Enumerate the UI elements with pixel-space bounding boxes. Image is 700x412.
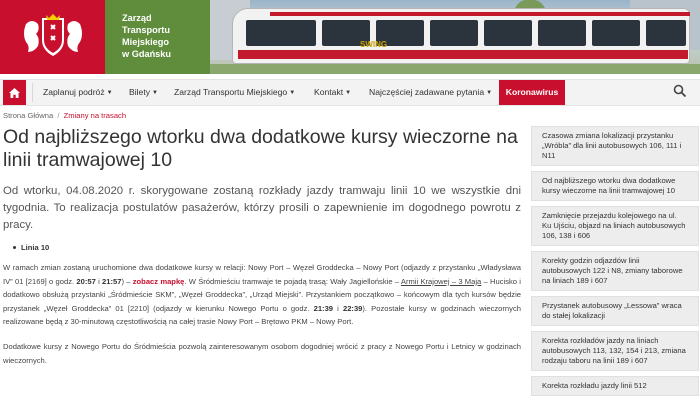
header-banner (0, 0, 700, 74)
map-link[interactable]: zobacz mapkę (132, 276, 185, 286)
bullet-label: Linia 10 (21, 243, 50, 252)
caret-down-icon: ▼ (486, 90, 493, 96)
sidebar-news-item[interactable]: Przystanek autobusowy „Lessowa” wraca do stałej lokalizacji (531, 296, 699, 326)
time-value: 20:57 (76, 276, 96, 286)
sidebar-news-item[interactable]: Zamknięcie przejazdu kolejowego na ul. Ku Ujściu, objazd na liniach autobusowych 106, 138 i 606 (531, 206, 699, 246)
nav-item-label: Zarząd Transportu Miejskiego (174, 87, 288, 97)
tram-logo-text: SWING (360, 40, 388, 49)
bullet-icon (13, 246, 16, 249)
nav-item-label: Zaplanuj podróż (43, 87, 105, 97)
sidebar-news-item[interactable]: Korekta rozkładów jazdy na liniach autobusowych 113, 132, 154 i 213, zmiana rodzaju taboru na linii 189 i 607 (531, 331, 699, 371)
site-title-line-3: Miejskiego (122, 37, 169, 47)
caret-down-icon: ▼ (152, 90, 158, 96)
sidebar-news-item[interactable]: Korekty godzin odjazdów linii autobusowych 122 i N8, zmiany taborowe na liniach 189 i 607 (531, 251, 699, 291)
nav-item-koronawirus[interactable]: Koronawirus (499, 80, 565, 105)
text-run: . W Śródmieściu tramwaje te pojadą trasą: Wały Jagiellońskie – (184, 276, 401, 286)
nav-item-label: Bilety (129, 87, 151, 97)
search-icon (673, 84, 687, 98)
breadcrumb-home[interactable]: Strona Główna (3, 111, 54, 120)
sidebar-news-item[interactable]: Korekta rozkładu jazdy linii 512 (531, 376, 699, 396)
breadcrumb (3, 111, 126, 120)
breadcrumb-separator: / (57, 111, 60, 120)
nav-item-label: Najczęściej zadawane pytania (369, 87, 485, 97)
text-run: W ramach zmian zostaną uruchomione dwa dodatkowe kursy w relacji: Nowy Port – Węzeł Groddecka – Nowy Port (odjazdy z przystanku „Władysława IV” 01 [2169] o godz. (3, 263, 521, 286)
list-item (13, 243, 521, 252)
text-run: i (95, 276, 103, 286)
caret-down-icon: ▼ (289, 90, 296, 96)
search-button[interactable] (673, 84, 689, 100)
nav-item-label: Kontakt (314, 87, 344, 97)
header-tram-photo (210, 0, 700, 74)
nav-item-ztm[interactable] (174, 80, 295, 105)
site-title[interactable] (105, 0, 210, 74)
time-value: 21:57 (102, 276, 122, 286)
breadcrumb-current[interactable]: Zmiany na trasach (63, 111, 127, 120)
nav-item-zaplanuj-podroz[interactable] (43, 80, 113, 105)
gdansk-crest-icon (18, 12, 88, 62)
nav-item-faq[interactable] (369, 80, 492, 105)
sidebar-news-item[interactable]: Od najbliższego wtorku dwa dodatkowe kursy wieczorne na linii tramwajowej 10 (531, 171, 699, 201)
site-title-line-2: Transportu (122, 25, 170, 35)
time-value: 22:39 (342, 303, 363, 313)
home-icon (9, 88, 20, 98)
caret-down-icon: ▼ (345, 90, 352, 96)
caret-down-icon: ▼ (106, 90, 113, 96)
article-paragraph-1 (3, 261, 521, 329)
text-run: – Hucisko i dodatkowo obsłużą przystanki „Śródmieście SKM”, „Węzeł Groddecka”, „Urząd Miejski”. Przystankiem początkowo – końcowym dla tych kursów będzie przystanek „Węzeł Groddecka” 01 [2210] (odjazdy w kierunku Nowego Portu o godz. (3, 276, 521, 313)
nav-item-kontakt[interactable] (314, 80, 351, 105)
page-title: Od najbliższego wtorku dwa dodatkowe kursy wieczorne na linii tramwajowej 10 (3, 126, 518, 171)
time-value: 21:39 (313, 303, 334, 313)
text-run: i (333, 303, 343, 313)
article-lead: Od wtorku, 04.08.2020 r. skorygowane zostaną rozkłady jazdy tramwaju linii 10 we wszystkie dni tygodnia. To realizacja postulatów pasażerów, którzy prosili o zapewnienie im dogodnego powrotu z pracy. (3, 185, 521, 231)
article-paragraph-2: Dodatkowe kursy z Nowego Portu do Śródmieścia pozwolą zainteresowanym osobom dogodniej wrócić z pracy z Nowego Portu i Letnicy w godzinach wieczornych. (3, 341, 521, 365)
related-news-sidebar (531, 126, 699, 401)
home-button[interactable] (3, 80, 26, 105)
nav-divider (32, 83, 33, 102)
site-title-line-4: w Gdańsku (122, 49, 172, 59)
logo-crest[interactable] (0, 0, 105, 74)
street-link[interactable]: Armii Krajowej – 3 Maja (400, 276, 482, 286)
text-run: ). Pozostałe kursy w godzinach wieczornych realizowane będą z 30-minutową częstotliwością na całej trasie Nowy Port – Brętowo PKM – Nowy Port. (3, 303, 521, 327)
nav-item-bilety[interactable] (129, 80, 158, 105)
text-run: ) – (121, 276, 133, 286)
article (3, 126, 521, 367)
site-title-line-1: Zarząd (122, 13, 152, 23)
sidebar-news-item[interactable]: Czasowa zmiana lokalizacji przystanku „Wróbla” dla linii autobusowych 106, 111 i N11 (531, 126, 699, 166)
